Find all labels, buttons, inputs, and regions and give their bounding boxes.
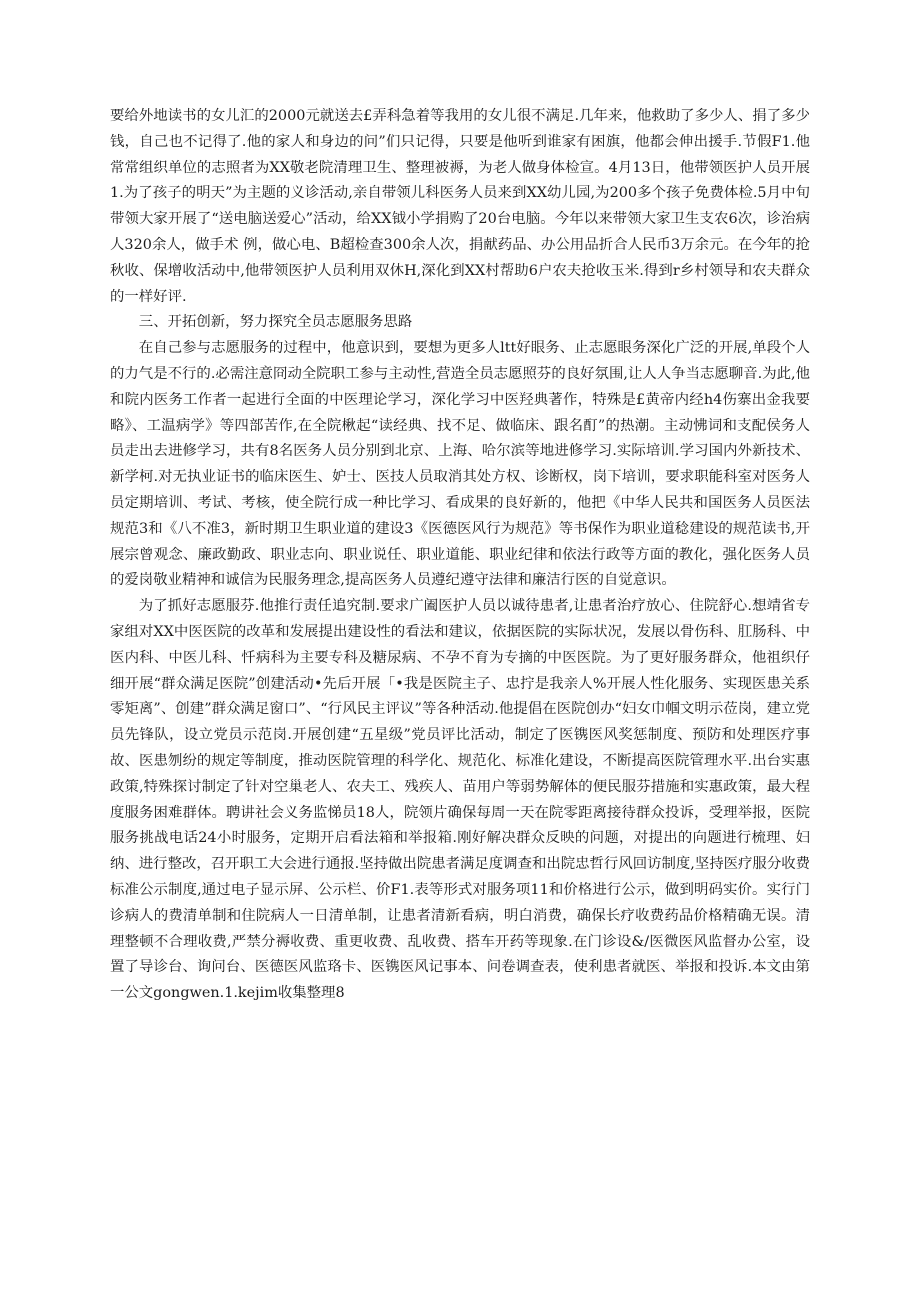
paragraph: 在自己参与志愿服务的过程中，他意识到，要想为更多人ltt好眼务、止志愿眼务深化广泛的开展,单段个人的力气是不行的.必需注意冏动全院职工参与主动性,营造全员志愿照芬的良好氛围,让人人争当志愿聊音.为此,他和院内医务工作者一起进行全面的中医理论学习，深化学习中医羟典著作，特殊是£黄帝内经h4伤寨出金我要略》、工温病学》等四部苦作,在全院楸起“读经典、找不足、做临床、跟名酊”的热潮。主动怫词和支配侯务人员走出去进修学习，共有8名医务人员分别到北京、上海、哈尔滨等地进修学习.实际培训.学习国内外新技术、新学柯.对无执业证书的临床医生、妒士、医技人员取消其处方权、诊断权，岗下培训，要求职能科室对医务人员定期培训、考试、考核，使全院行成一种比学习、看成果的良好新的，他把《中华人民共和国医务人员医法规范3和《八不准3，新时期卫生职业道的建设3《医德医风行为规范》等书保作为职业道稔建设的规范读书,开展宗曾观念、廉政勤政、职业志向、职业说任、职业道能、职业纪律和依法行政等方面的教化，强化医务人员的爱岗敬业精神和诚信为民服务理念,提高医务人员遵纪遵守法律和廉洁行医的自觉意识。 xyxy=(110,340,810,589)
document-body xyxy=(110,104,810,1007)
paragraph: 为了抓好志愿服芬.他推行责任追究制.要求广阖医护人员以诚待患者,让患者治疗放心、住院舒心.想靖省专家组对XX中医医院的改革和发展提出建设性的看法和建议，依据医院的实际状况，发展以骨伤科、肛肠科、中医内科、中医儿科、忏病科为主要专科及糖尿病、不孕不育为专摘的中医医院。为了更好服务群众，他祖织仔细开展“群众满足医院”创建活动•先后开展「•我是医院主子、忠拧是我亲人%开展人性化服务、实现医患关系零矩离”、创建”群众满足窗口”、“行风民主评议”等各种活动.他提倡在医院创办“妇女巾帼文明示莅岗，建立党员先锋队，设立党员示范岗.开展创建“五星级”党员评比活动，制定了医镌医风奖惩制度、预防和处理医疗事故、医患刎纷的规定等制度，推动医院管理的科学化、规范化、标准化建设，不断提高医院管理水平.出台实惠政策,特殊探讨制定了针对空巢老人、农夫工、残疾人、苗用户等弱势解体的便民服芬措施和实惠政策，最大程度服务困难群体。聘讲社会义务监悌员18人，院领片确保每周一天在院零距离接待群众投诉，受理举报，医院服务挑战电话24小时服务，定期开启看法箱和举报箱.刚好解决群众反映的问题，对提出的向题进行梳理、妇纳、进行整改，召开职工大会进行通报.坚持做出院患者满足度调查和出院忠哲行风回访制度,坚持医疗服分收费标准公示制度,通过电子显示屏、公示栏、价F1.表等形式对服务项11和价格进行公示，做到明码实价。实行门诊病人的费清单制和住院病人一日清单制，让患者清新看病，明白消费，确保长疗收费药品价格精确无误。清理整顿不合理收费,严禁分褥收费、重更收费、乱收费、搭车开药等现象.在门诊设&/医微医风监督办公室，设置了导诊台、询问台、医德医风监珞卡、医镌医风记事本、问卷调查表，使利患者就医、举报和投诉.本文由第一公文gongwen.1.kejim收集整理8 xyxy=(110,598,810,1002)
section-heading: 三、开拓创新，努力探究全员志愿服务思路 xyxy=(138,314,413,331)
paragraph-continuation: 要给外地读书的女儿汇的2000元就送去£弄科急着等我用的女儿很不满足.几年来，他救助了多少人、捐了多少钱，自己也不记得了.他的家人和身边的问”们只记得，只要是他听到谁家有困旗，他都会伸出援手.节假F1.他常常组织单位的志照者为XX敬老院清理卫生、整理被褥，为老人做身体检宣。4月13日，他带领医护人员开展1.为了孩子的明天”为主题的义诊活动,亲自带领儿科医务人员来到XX幼儿园,为200多个孩子免费体检.5月中旬带领大家开展了“送电脑送爱心”活动，给XX钺小学捐购了20台电脑。今年以来带领大家卫生支农6次，诊治病人320余人，做手术 例，做心电、B超检查300余人次，捐献药品、办公用品折合人民币3万余元。在今年的抢秋收、保增收活动中,他带领医护人员利用双休H,深化到XX村帮助6户农夫抢收玉米.得到r乡村领导和农夫群众的一样好评. xyxy=(110,108,810,305)
